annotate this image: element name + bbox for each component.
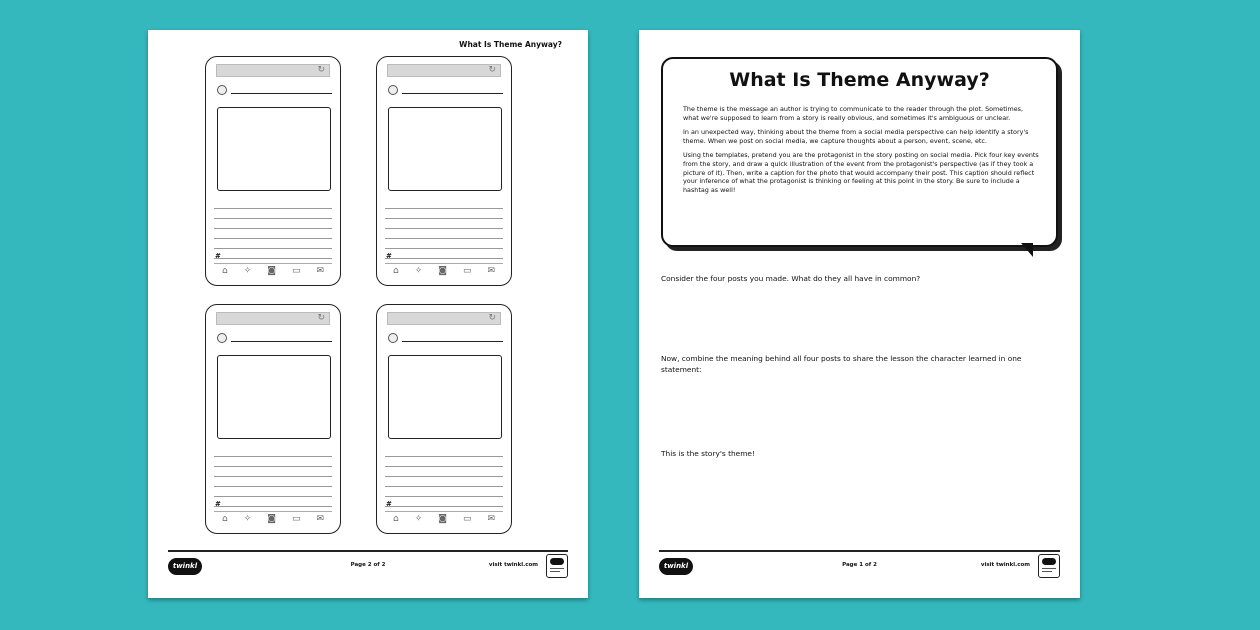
page-footer — [659, 550, 1060, 586]
avatar — [217, 85, 227, 95]
sparkle-icon: ✧ — [243, 514, 252, 524]
social-icon-bar — [214, 263, 332, 278]
caption-lines — [214, 199, 332, 259]
caption-line — [214, 477, 332, 487]
page-footer — [168, 550, 568, 586]
camera-icon: ◙ — [267, 266, 276, 276]
social-icon-bar — [385, 511, 503, 526]
photo-box — [217, 107, 331, 191]
intro-speech-bubble — [661, 57, 1058, 247]
mail-icon: ✉ — [316, 514, 324, 524]
question-common: Consider the four posts you made. What do they all have in common? — [661, 274, 921, 283]
hashtag-symbol: # — [386, 500, 392, 508]
caption-lines — [385, 199, 503, 259]
mail-icon: ✉ — [316, 266, 324, 276]
home-icon: ⌂ — [392, 514, 399, 524]
quality-badge-icon — [546, 554, 568, 578]
mail-icon: ✉ — [487, 514, 495, 524]
question-theme: This is the story's theme! — [661, 449, 755, 458]
twinkl-logo: twinkl — [659, 558, 693, 575]
phone-frame — [205, 304, 341, 534]
caption-line — [214, 209, 332, 219]
phone-frame — [376, 304, 512, 534]
question-combine: Now, combine the meaning behind all four posts to share the lesson the character learned in one statement: — [661, 354, 1022, 374]
caption-line — [385, 219, 503, 229]
caption-line — [214, 447, 332, 457]
visit-link: visit twinkl.com — [488, 562, 538, 568]
visit-link: visit twinkl.com — [980, 562, 1030, 568]
message-icon: ▭ — [291, 266, 301, 276]
intro-paragraph: Using the templates, pretend you are the protagonist in the story posting on social media. Pick four key events from the story, and draw a quick illustration of the event from the protagonist's perspective (as if they took a picture of it). Then, write a caption for the photo that would accompany their post. This caption should reflect your inference of what the protagonist is thinking or feeling at this point in the story. Be sure to include a hashtag as well! — [683, 151, 1039, 194]
caption-line — [385, 487, 503, 497]
message-icon: ▭ — [291, 514, 301, 524]
refresh-icon: ↻ — [317, 313, 325, 323]
caption-line — [385, 249, 503, 259]
address-bar — [387, 64, 501, 77]
refresh-icon: ↻ — [488, 65, 496, 75]
photo-box — [388, 107, 502, 191]
camera-icon: ◙ — [438, 514, 447, 524]
home-icon: ⌂ — [392, 266, 399, 276]
username-line — [231, 341, 332, 342]
home-icon: ⌂ — [221, 514, 228, 524]
camera-icon: ◙ — [267, 514, 276, 524]
hashtag-symbol: # — [386, 252, 392, 260]
social-icon-bar — [385, 263, 503, 278]
page-header-title: What Is Theme Anyway? — [459, 40, 562, 49]
sparkle-icon: ✧ — [414, 266, 423, 276]
address-bar — [216, 312, 330, 325]
caption-line — [214, 467, 332, 477]
hashtag-symbol: # — [215, 500, 221, 508]
caption-lines — [385, 447, 503, 507]
username-line — [402, 93, 503, 94]
caption-line — [214, 457, 332, 467]
address-bar — [387, 312, 501, 325]
intro-text — [683, 105, 1040, 200]
phone-frame — [376, 56, 512, 286]
worksheet-page-1 — [639, 30, 1080, 598]
username-line — [402, 341, 503, 342]
twinkl-logo: twinkl — [168, 558, 202, 575]
speech-bubble-tail — [1021, 243, 1033, 257]
photo-box — [388, 355, 502, 439]
page-number: Page 1 of 2 — [842, 562, 877, 568]
photo-box — [217, 355, 331, 439]
page-number: Page 2 of 2 — [350, 562, 386, 568]
caption-line — [385, 447, 503, 457]
avatar — [217, 333, 227, 343]
caption-line — [385, 209, 503, 219]
hashtag-symbol: # — [215, 252, 221, 260]
caption-line — [385, 467, 503, 477]
refresh-icon: ↻ — [488, 313, 496, 323]
caption-line — [214, 199, 332, 209]
caption-line — [385, 477, 503, 487]
address-bar — [216, 64, 330, 77]
caption-line — [214, 219, 332, 229]
avatar — [388, 333, 398, 343]
page-title: What Is Theme Anyway? — [729, 69, 990, 91]
caption-line — [385, 239, 503, 249]
avatar — [388, 85, 398, 95]
phone-frame — [205, 56, 341, 286]
caption-line — [385, 497, 503, 507]
caption-line — [385, 457, 503, 467]
caption-line — [214, 497, 332, 507]
caption-line — [214, 249, 332, 259]
message-icon: ▭ — [462, 266, 472, 276]
home-icon: ⌂ — [221, 266, 228, 276]
intro-paragraph: In an unexpected way, thinking about the theme from a social media perspective can help identify a story's theme. When we post on social media, we capture thoughts about a person, event, scene, etc. — [683, 128, 1029, 145]
caption-line — [214, 487, 332, 497]
message-icon: ▭ — [462, 514, 472, 524]
social-icon-bar — [214, 511, 332, 526]
quality-badge-icon — [1038, 554, 1060, 578]
caption-line — [214, 239, 332, 249]
sparkle-icon: ✧ — [243, 266, 252, 276]
mail-icon: ✉ — [487, 266, 495, 276]
caption-line — [385, 229, 503, 239]
caption-line — [214, 229, 332, 239]
camera-icon: ◙ — [438, 266, 447, 276]
refresh-icon: ↻ — [317, 65, 325, 75]
caption-line — [385, 199, 503, 209]
username-line — [231, 93, 332, 94]
intro-paragraph: The theme is the message an author is trying to communicate to the reader through the plot. Sometimes, what we're supposed to learn from a story is really obvious, and sometimes it's ambiguous or unclear. — [683, 105, 1023, 122]
worksheet-page-2 — [148, 30, 588, 598]
caption-lines — [214, 447, 332, 507]
sparkle-icon: ✧ — [414, 514, 423, 524]
